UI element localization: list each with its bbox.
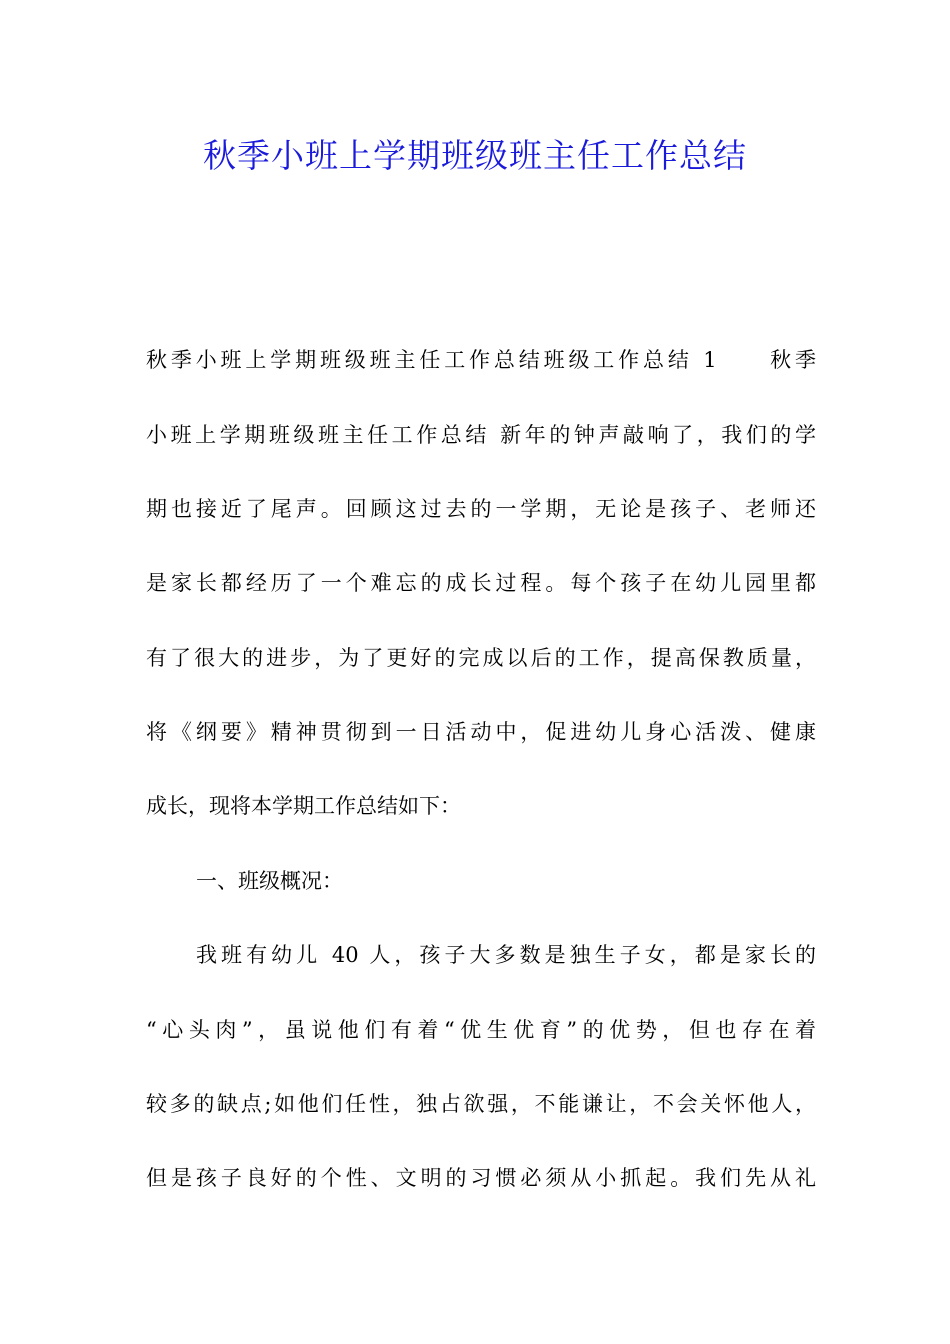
paragraph-line: 有了很大的进步，为了更好的完成以后的工作，提高保教质量， xyxy=(146,646,816,670)
section-heading: 一、班级概况： xyxy=(196,869,343,893)
paragraph-line: 我班有幼儿 40 人，孩子大多数是独生子女，都是家长的 xyxy=(196,943,816,967)
paragraph-line: 是家长都经历了一个难忘的成长过程。每个孩子在幼儿园里都 xyxy=(146,571,816,595)
paragraph-line: “心头肉”，虽说他们有着“优生优育”的优势，但也存在着 xyxy=(146,1018,816,1042)
document-title: 秋季小班上学期班级班主任工作总结 xyxy=(203,136,747,175)
paragraph-line: 较多的缺点;如他们任性，独占欲强，不能谦让，不会关怀他人， xyxy=(146,1092,816,1116)
paragraph-line: 成长，现将本学期工作总结如下： xyxy=(146,794,461,818)
paragraph-line: 小班上学期班级班主任工作总结 新年的钟声敲响了，我们的学 xyxy=(146,423,816,447)
paragraph-line: 秋季小班上学期班级班主任工作总结班级工作总结 1 秋季 xyxy=(146,348,816,372)
paragraph-line: 但是孩子良好的个性、文明的习惯必须从小抓起。我们先从礼 xyxy=(146,1166,816,1190)
paragraph-line: 将《纲要》精神贯彻到一日活动中，促进幼儿身心活泼、健康 xyxy=(146,720,816,744)
paragraph-line: 期也接近了尾声。回顾这过去的一学期，无论是孩子、老师还 xyxy=(146,497,816,521)
